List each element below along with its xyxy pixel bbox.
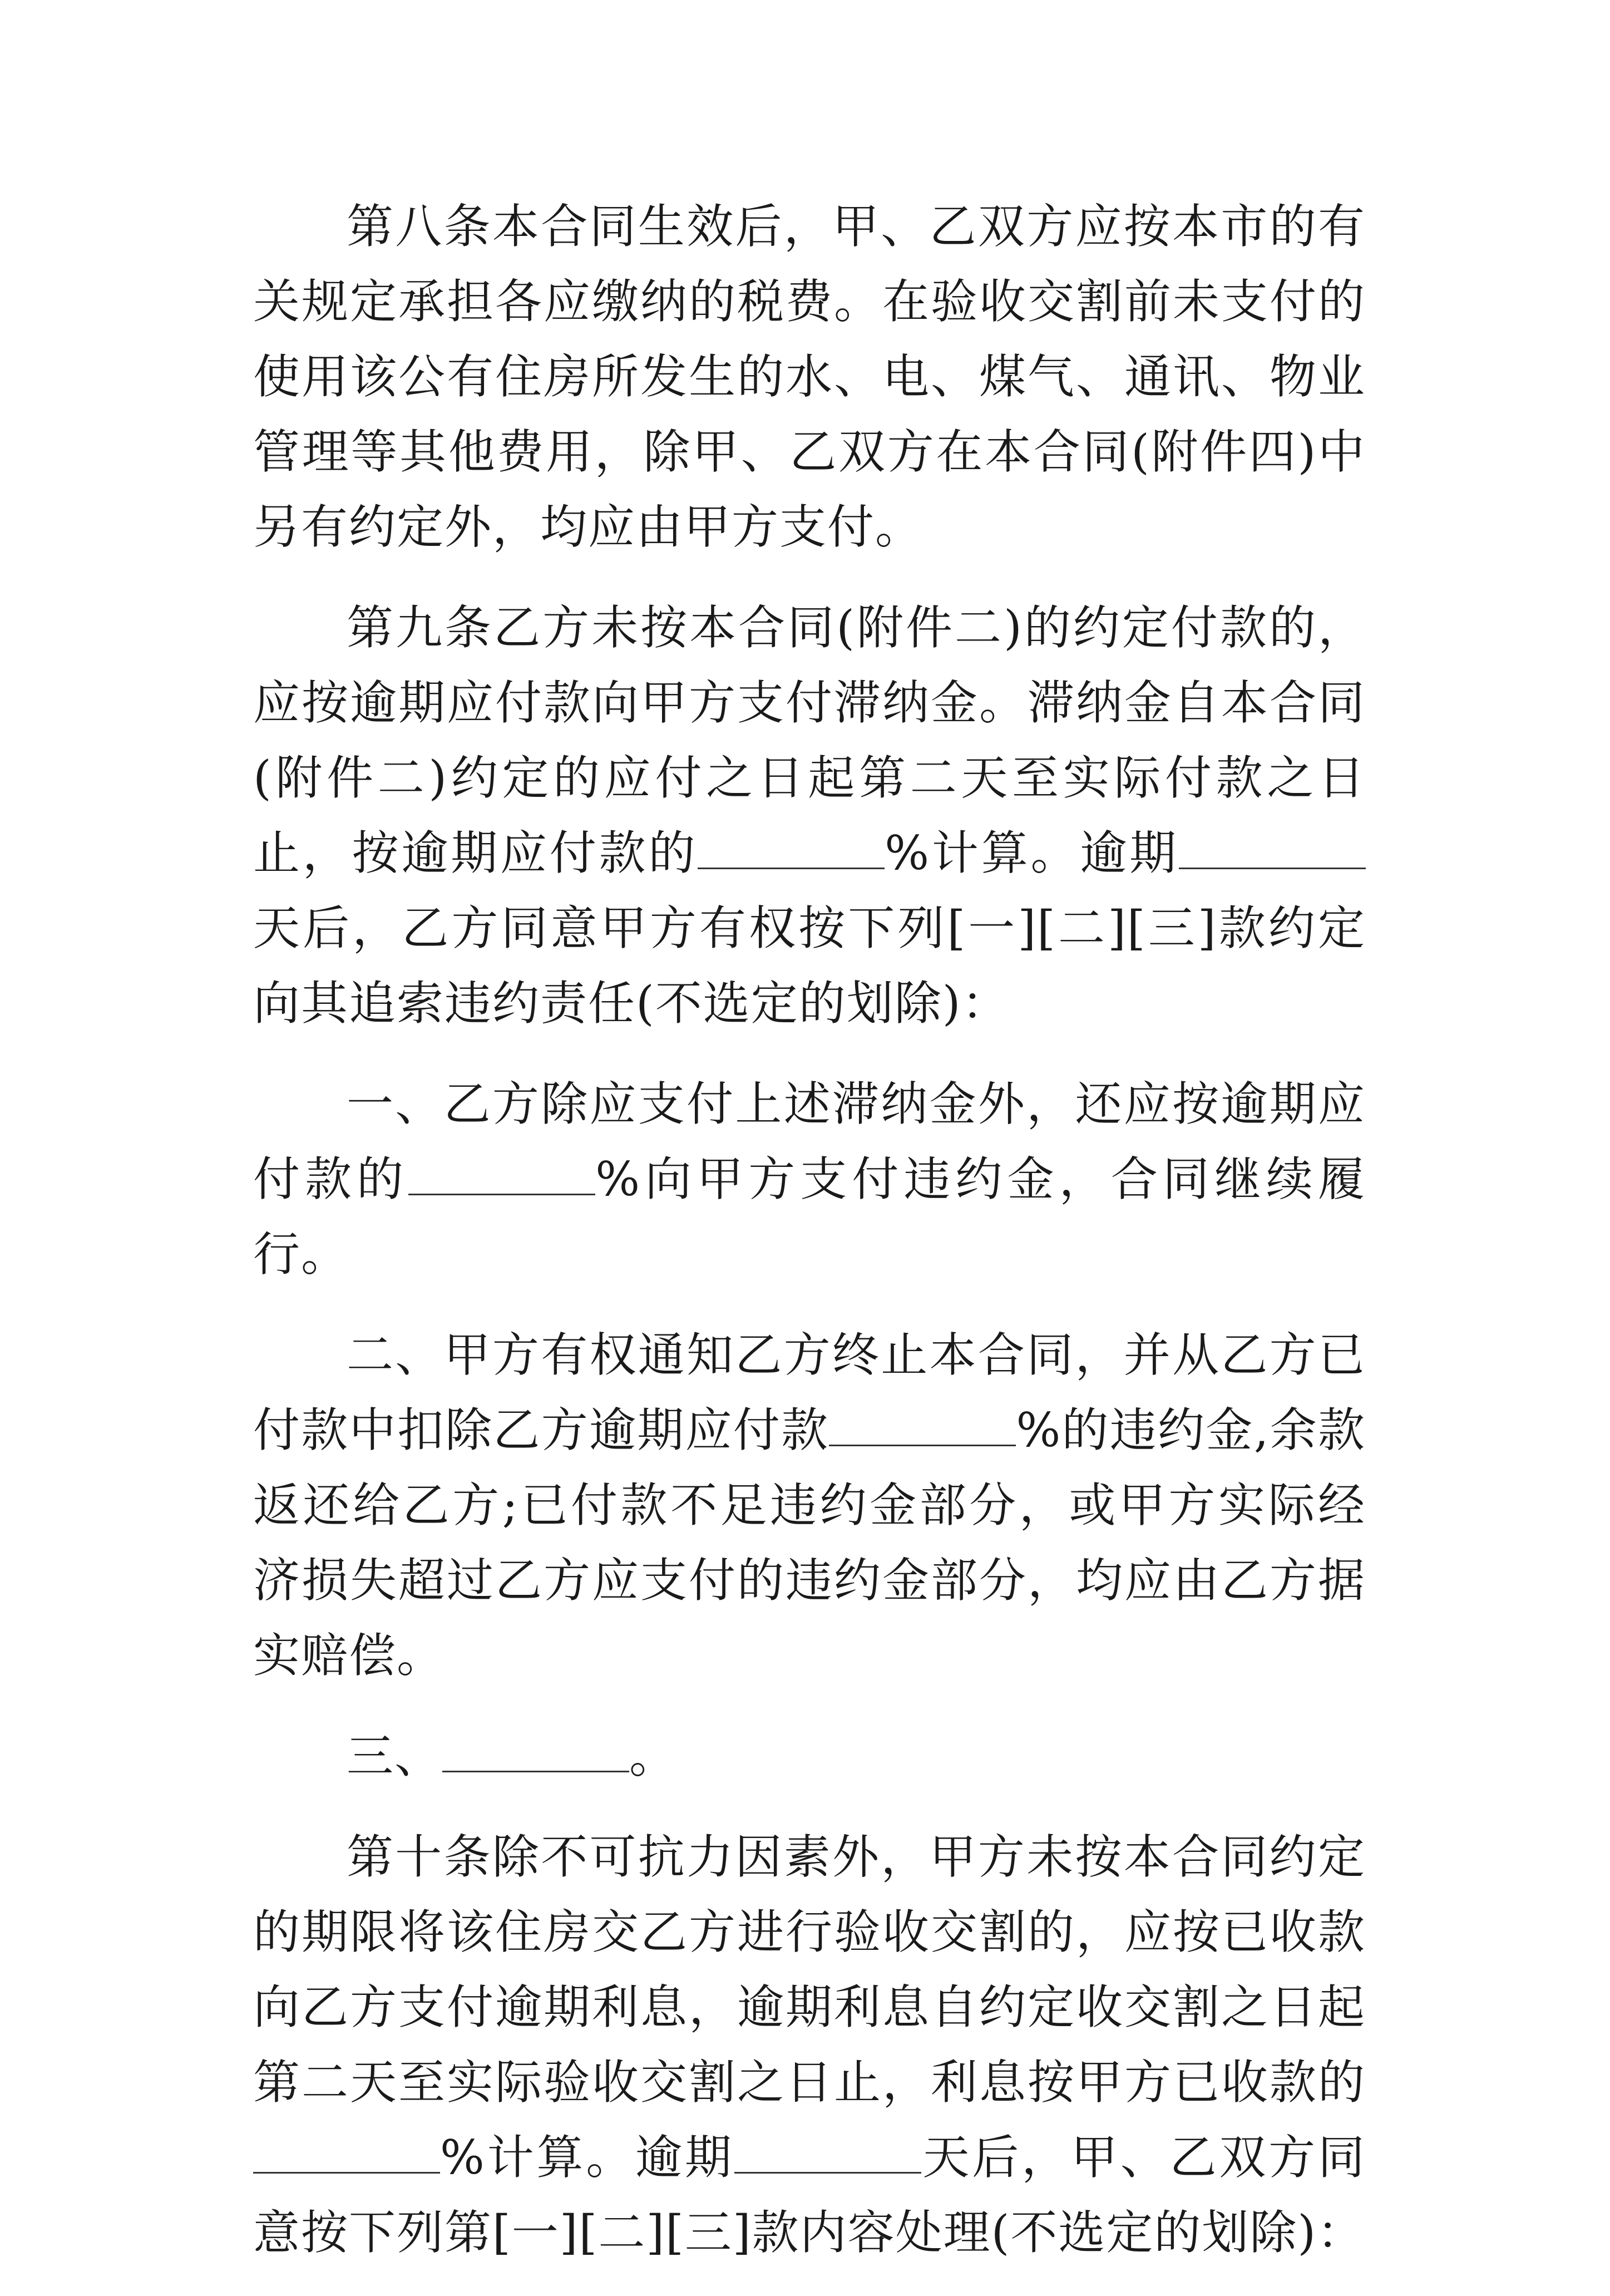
article-8-paragraph [253, 189, 1366, 565]
clause-9-3-text-2: 。 [629, 1729, 678, 1783]
article-8-text: 第八条本合同生效后，甲、乙双方应按本市的有关规定承担各应缴纳的税费。在验收交割前未支付的使用该公有住房所发生的水、电、煤气、通讯、物业管理等其他费用，除甲、乙双方在本合同(附件四)中另有约定外，均应由甲方支付。 [253, 199, 1366, 554]
fill-in-blank-deduction-rate[interactable] [829, 1398, 1016, 1446]
article-9-text-1: 第九条乙方未按本合同(附件二)的约定付款的，应按逾期应付款向甲方支付滞纳金。滞纳金自本合同(附件二)约定的应付之日起第二天至实际付款之日止，按逾期应付款的 [253, 600, 1366, 880]
clause-9-1-paragraph [253, 1067, 1366, 1292]
fill-in-blank-overdue-days[interactable] [1179, 821, 1366, 869]
clause-9-1-text-1: 一、乙方除应支付上述滞纳金外，还应按逾期应付款的 [253, 1077, 1366, 1206]
clause-9-2-paragraph [253, 1318, 1366, 1693]
fill-in-blank-interest-rate[interactable] [253, 2125, 440, 2174]
clause-9-3-text-1: 三、 [347, 1729, 443, 1783]
article-10-text-1: 第十条除不可抗力因素外，甲方未按本合同约定的期限将该住房交乙方进行验收交割的，应按已收款向乙方支付逾期利息，逾期利息自约定收交割之日起第二天至实际验收交割之日止，利息按甲方已收款的 [253, 1830, 1366, 2110]
article-9-text-3: 天后，乙方同意甲方有权按下列[一][二][三]款约定向其追索违约责任(不选定的划除)： [253, 901, 1366, 1031]
document-page [253, 189, 1366, 2296]
clause-9-2-text-1: 二、甲方有权通知乙方终止本合同，并从乙方已付款中扣除乙方逾期应付款 [253, 1328, 1366, 1457]
article-10-paragraph [253, 1820, 1366, 2270]
article-10-text-2: %计算。逾期 [440, 2130, 734, 2185]
clause-9-1-text-2: %向甲方支付违约金，合同继续履行。 [253, 1152, 1366, 1282]
clause-9-2-text-2: %的违约金,余款返还给乙方;已付款不足违约金部分，或甲方实际经济损失超过乙方应支付的违约金部分，均应由乙方据实赔偿。 [253, 1403, 1366, 1683]
fill-in-blank-penalty-rate[interactable] [408, 1147, 595, 1195]
article-9-paragraph [253, 590, 1366, 1041]
fill-in-blank-delay-days[interactable] [734, 2125, 921, 2174]
clause-9-3-paragraph [253, 1719, 1366, 1794]
article-10-text-3: 天后，甲、乙双方同意按下列第[一][二][三]款内容处理(不选定的划除)： [253, 2130, 1366, 2260]
article-9-text-2: %计算。逾期 [885, 826, 1179, 880]
fill-in-blank-late-fee-rate[interactable] [698, 821, 885, 869]
fill-in-blank-other-terms[interactable] [442, 1724, 629, 1772]
